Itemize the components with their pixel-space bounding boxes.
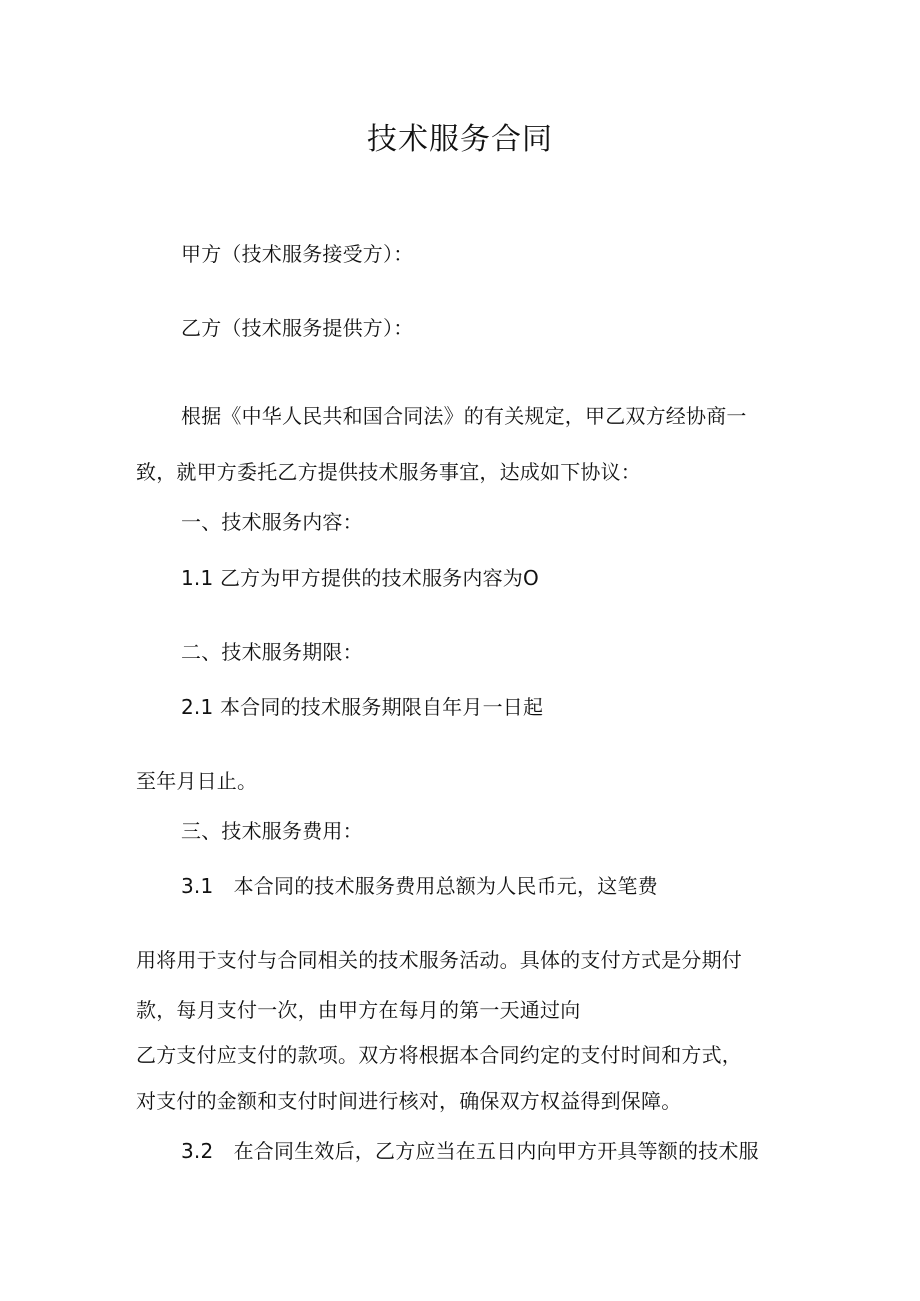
section-2-heading: 二、技术服务期限： — [181, 640, 363, 664]
preamble-line-2: 致，就甲方委托乙方提供技术服务事宜，达成如下协议： — [136, 460, 641, 484]
party-b-line: 乙方（技术服务提供方）： — [181, 316, 414, 340]
clause-3-1-line-5: 对支付的金额和支付时间进行核对，确保双方权益得到保障。 — [136, 1089, 682, 1113]
clause-3-1-line-2: 用将用于支付与合同相关的技术服务活动。具体的支付方式是分期付 — [136, 948, 742, 972]
clause-3-1-line-3: 款，每月支付一次，由甲方在每月的第一天通过向 — [136, 998, 581, 1022]
section-1-heading: 一、技术服务内容： — [181, 510, 363, 534]
clause-2-1: 2.1 本合同的技术服务期限自年月一日起 — [181, 695, 544, 719]
party-a-line: 甲方（技术服务接受方）： — [181, 242, 414, 266]
document-title: 技术服务合同 — [367, 122, 553, 157]
clause-3-1-line-4: 乙方支付应支付的款项。双方将根据本合同约定的支付时间和方式， — [136, 1043, 742, 1067]
preamble-line-1: 根据《中华人民共和国合同法》的有关规定，甲乙双方经协商一 — [181, 404, 747, 428]
clause-1-1: 1.1 乙方为甲方提供的技术服务内容为O — [181, 566, 539, 590]
clause-3-1: 3.1 本合同的技术服务费用总额为人民币元，这笔费 — [181, 874, 658, 898]
section-3-heading: 三、技术服务费用： — [181, 819, 363, 843]
clause-3-2: 3.2 在合同生效后，乙方应当在五日内向甲方开具等额的技术服 — [181, 1139, 759, 1163]
clause-2-1-continued: 至年月日止。 — [136, 769, 258, 793]
